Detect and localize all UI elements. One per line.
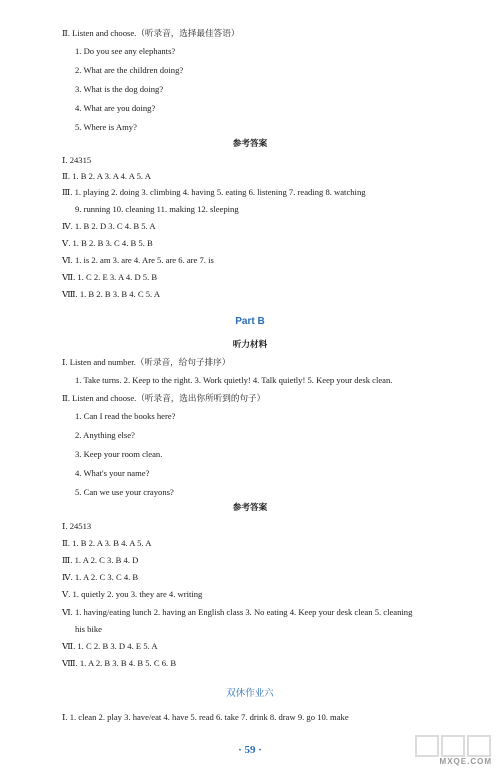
list-item: 2. Anything else? [75, 430, 135, 440]
list-item: 1. Can I read the books here? [75, 411, 176, 421]
page-number: · 59 · [238, 744, 262, 756]
answer-line: Ⅶ. 1. C 2. B 3. D 4. E 5. A [62, 641, 158, 651]
answer-line: Ⅰ. 1. clean 2. play 3. have/eat 4. have 5. read 6. take 7. drink 8. draw 9. go 10. make [62, 712, 349, 722]
answer-line: Ⅵ. 1. is 2. am 3. are 4. Are 5. are 6. are 7. is [62, 255, 214, 265]
list-item: 4. What's your name? [75, 468, 150, 478]
answer-line: Ⅰ. 24315 [62, 155, 92, 165]
answers-heading: 参考答案 [232, 139, 268, 149]
list-item: 1. Do you see any elephants? [75, 46, 176, 56]
listening-heading: 听力材料 [232, 340, 268, 350]
watermark-text: MXQE.COM [439, 757, 492, 766]
answer-line: Ⅶ. 1. C 2. E 3. A 4. D 5. B [62, 272, 158, 282]
answers-heading: 参考答案 [232, 503, 268, 513]
section-title: Ⅰ. Listen and number.（听录音，给句子排序） [62, 357, 231, 367]
answer-line: Ⅷ. 1. A 2. B 3. B 4. B 5. C 6. B [62, 658, 177, 668]
answer-line: Ⅴ. 1. B 2. B 3. C 4. B 5. B [62, 238, 153, 248]
answer-line: Ⅰ. 24513 [62, 521, 92, 531]
answer-line: Ⅴ. 1. quietly 2. you 3. they are 4. writing [62, 589, 203, 599]
answer-line: Ⅵ. 1. having/eating lunch 2. having an English class 3. No eating 4. Keep your desk clean 5. cleaning [62, 607, 413, 617]
list-item: 5. Can we use your crayons? [75, 487, 174, 497]
answer-line: Ⅳ. 1. B 2. D 3. C 4. B 5. A [62, 221, 156, 231]
list-item: 5. Where is Amy? [75, 122, 137, 132]
answer-line: Ⅳ. 1. A 2. C 3. C 4. B [62, 572, 139, 582]
list-item: 4. What are you doing? [75, 103, 156, 113]
answer-line: his bike [75, 624, 102, 634]
list-item: 3. Keep your room clean. [75, 449, 163, 459]
answer-line: Ⅲ. 1. playing 2. doing 3. climbing 4. having 5. eating 6. listening 7. reading 8. watching [62, 187, 366, 197]
section-title: Ⅱ. Listen and choose.（听录音，选择最佳答语） [62, 28, 240, 38]
answer-line: Ⅱ. 1. B 2. A 3. B 4. A 5. A [62, 538, 152, 548]
list-item: 3. What is the dog doing? [75, 84, 164, 94]
answer-line: 9. running 10. cleaning 11. making 12. sleeping [75, 204, 239, 214]
answer-line: Ⅲ. 1. A 2. C 3. B 4. D [62, 555, 139, 565]
answer-line: Ⅷ. 1. B 2. B 3. B 4. C 5. A [62, 289, 161, 299]
section-title: Ⅱ. Listen and choose.（听录音，选出你所听到的句子） [62, 393, 266, 403]
weekend-title: 双休作业六 [226, 688, 274, 699]
list-item: 1. Take turns. 2. Keep to the right. 3. Work quietly! 4. Talk quietly! 5. Keep your desk clean. [75, 375, 393, 385]
part-title: Part B [235, 316, 265, 327]
list-item: 2. What are the children doing? [75, 65, 184, 75]
answer-line: Ⅱ. 1. B 2. A 3. A 4. A 5. A [62, 171, 151, 181]
